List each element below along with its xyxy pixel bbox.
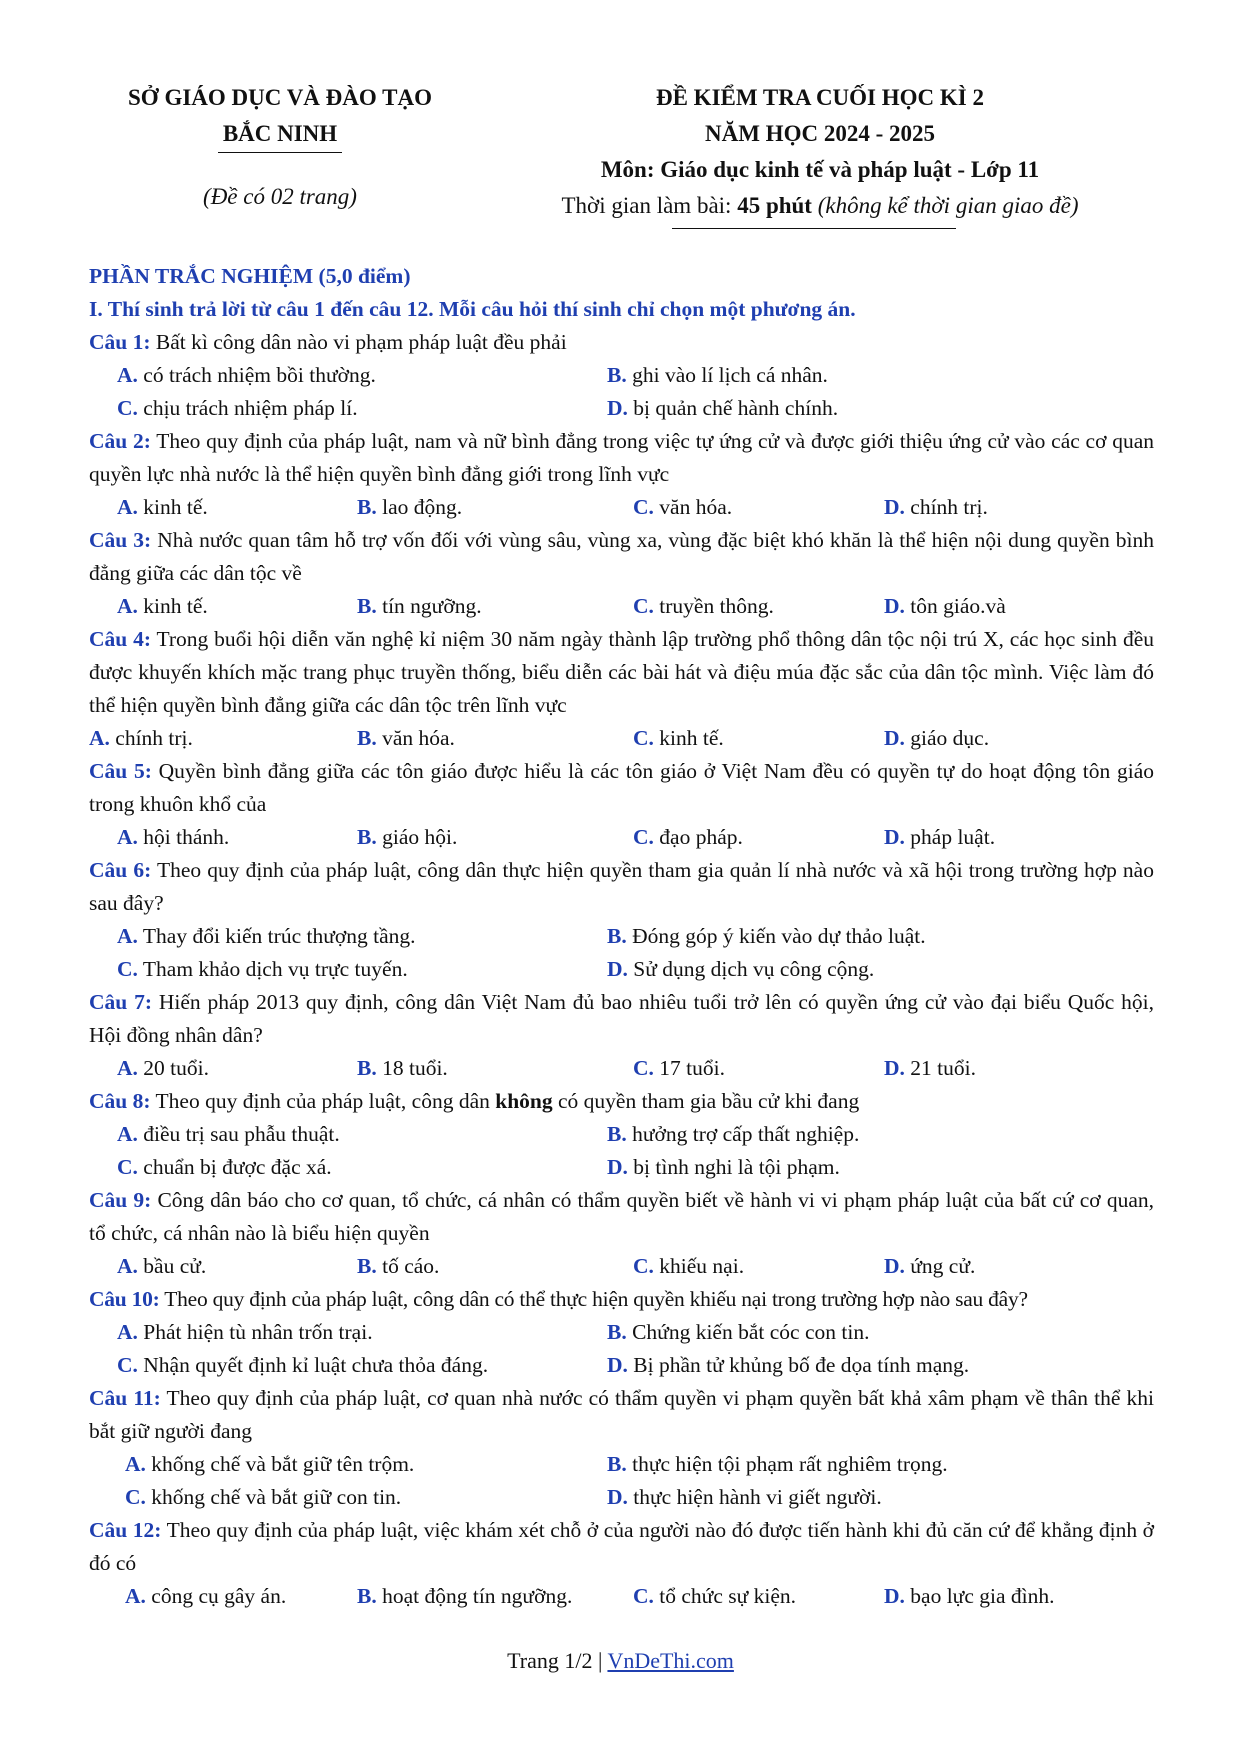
question-10 xyxy=(89,1283,1154,1316)
options-row xyxy=(89,359,1154,392)
options-row xyxy=(89,1349,1154,1382)
section-instruction: I. Thí sinh trả lời từ câu 1 đến câu 12. Mỗi câu hỏi thí sinh chỉ chọn một phương án. xyxy=(89,297,856,321)
question-text: Theo quy định của pháp luật, công dân không có quyền tham gia bầu cử khi đang xyxy=(150,1089,860,1113)
option-c[interactable]: C. 17 tuổi. xyxy=(633,1056,725,1080)
question-11 xyxy=(89,1382,1154,1448)
question-text: Hiến pháp 2013 quy định, công dân Việt Nam đủ bao nhiêu tuổi trở lên có quyền ứng cử vào đại biểu Quốc hội, Hội đồng nhân dân? xyxy=(89,990,1154,1047)
option-d[interactable]: D. bạo lực gia đình. xyxy=(884,1584,1055,1608)
option-b[interactable]: B. thực hiện tội phạm rất nghiêm trọng. xyxy=(607,1452,948,1476)
option-d[interactable]: D. ứng cử. xyxy=(884,1254,976,1278)
option-d[interactable]: D. chính trị. xyxy=(884,495,988,519)
question-text: Theo quy định của pháp luật, cơ quan nhà nước có thẩm quyền vi phạm quyền bất khả xâm phạm về thân thể khi bắt giữ người đang xyxy=(89,1386,1155,1443)
option-d[interactable]: D. pháp luật. xyxy=(884,825,996,849)
question-text: Quyền bình đẳng giữa các tôn giáo được hiểu là các tôn giáo ở Việt Nam đều có quyền tự do hoạt động tôn giáo trong khuôn khổ của xyxy=(89,759,1154,816)
question-text: Theo quy định của pháp luật, công dân thực hiện quyền tham gia quản lí nhà nước và xã hội trong trường hợp nào sau đây? xyxy=(89,858,1154,915)
option-c[interactable]: C. kinh tế. xyxy=(633,726,724,750)
question-label: Câu 2: xyxy=(89,429,151,453)
option-b[interactable]: B. hoạt động tín ngưỡng. xyxy=(357,1584,573,1608)
option-c[interactable]: C. Nhận quyết định kỉ luật chưa thỏa đáng. xyxy=(117,1353,489,1377)
option-b[interactable]: B. Chứng kiến bắt cóc con tin. xyxy=(607,1320,870,1344)
question-7 xyxy=(89,986,1154,1052)
question-9 xyxy=(89,1184,1154,1250)
option-a[interactable]: A. hội thánh. xyxy=(117,825,230,849)
options-row xyxy=(89,1448,1154,1481)
page-footer xyxy=(0,1648,1241,1674)
exam-title: ĐỀ KIỂM TRA CUỐI HỌC KÌ 2 xyxy=(655,85,984,110)
question-label: Câu 4: xyxy=(89,627,152,651)
question-label: Câu 1: xyxy=(89,330,151,354)
options-row xyxy=(89,1316,1154,1349)
question-text: Theo quy định của pháp luật, công dân có thể thực hiện quyền khiếu nại trong trường hợp nào sau đây? xyxy=(159,1287,1028,1311)
page-number: Trang 1/2 | xyxy=(507,1648,608,1673)
question-text: Bất kì công dân nào vi phạm pháp luật đều phải xyxy=(150,330,567,354)
question-label: Câu 12: xyxy=(89,1518,162,1542)
option-a[interactable]: A. có trách nhiệm bồi thường. xyxy=(117,363,376,387)
option-a[interactable]: A. Thay đổi kiến trúc thượng tầng. xyxy=(117,924,416,948)
options-row xyxy=(89,1052,1154,1085)
exam-duration xyxy=(480,188,1160,224)
option-d[interactable]: D. bị quản chế hành chính. xyxy=(607,396,839,420)
exam-subject: Môn: Giáo dục kinh tế và pháp luật - Lớp 11 xyxy=(600,157,1040,182)
question-text: Trong buổi hội diễn văn nghệ kỉ niệm 30 năm ngày thành lập trường phổ thông dân tộc nội trú X, các học sinh đều được khuyến khích mặc trang phục truyền thống, biểu diễn các bài hát và điệu múa đặc sắc của dân tộc mình. Việc làm đó thể hiện quyền bình đẳng giữa các dân tộc trên lĩnh vực xyxy=(89,627,1154,717)
option-c[interactable]: C. Tham khảo dịch vụ trực tuyến. xyxy=(117,957,408,981)
options-row xyxy=(89,821,1154,854)
header-underline xyxy=(672,228,956,229)
option-b[interactable]: B. ghi vào lí lịch cá nhân. xyxy=(607,363,828,387)
options-row xyxy=(89,1481,1154,1514)
question-12 xyxy=(89,1514,1154,1580)
question-label: Câu 7: xyxy=(89,990,152,1014)
option-b[interactable]: B. văn hóa. xyxy=(357,726,455,750)
option-a[interactable]: A. bầu cử. xyxy=(117,1254,207,1278)
option-b[interactable]: B. tín ngưỡng. xyxy=(357,594,482,618)
options-row xyxy=(89,392,1154,425)
question-label: Câu 6: xyxy=(89,858,152,882)
options-row xyxy=(89,722,1154,755)
option-d[interactable]: D. 21 tuổi. xyxy=(884,1056,976,1080)
option-c[interactable]: C. tổ chức sự kiện. xyxy=(633,1584,797,1608)
option-d[interactable]: D. Sử dụng dịch vụ công cộng. xyxy=(607,957,875,981)
question-3 xyxy=(89,524,1154,590)
options-row xyxy=(89,1250,1154,1283)
question-2 xyxy=(89,425,1154,491)
option-c[interactable]: C. khiếu nại. xyxy=(633,1254,745,1278)
question-1 xyxy=(89,326,1154,359)
school-year: NĂM HỌC 2024 - 2025 xyxy=(705,121,935,146)
exam-content xyxy=(89,260,1154,1613)
question-label: Câu 9: xyxy=(89,1188,152,1212)
option-b[interactable]: B. tố cáo. xyxy=(357,1254,440,1278)
question-label: Câu 11: xyxy=(89,1386,161,1410)
option-a[interactable]: A. công cụ gây án. xyxy=(125,1584,287,1608)
question-5 xyxy=(89,755,1154,821)
option-d[interactable]: D. giáo dục. xyxy=(884,726,990,750)
options-row xyxy=(89,920,1154,953)
duration-prefix: Thời gian làm bài: xyxy=(561,193,738,218)
option-a[interactable]: A. chính trị. xyxy=(89,726,193,750)
question-label: Câu 5: xyxy=(89,759,152,783)
option-b[interactable]: B. 18 tuổi. xyxy=(357,1056,448,1080)
question-text: Nhà nước quan tâm hỗ trợ vốn đối với vùng sâu, vùng xa, vùng đặc biệt khó khăn là thể hiện nội dung quyền bình đẳng giữa các dân tộc về xyxy=(89,528,1154,585)
options-row xyxy=(89,590,1154,623)
option-d[interactable]: D. thực hiện hành vi giết người. xyxy=(607,1485,882,1509)
question-text: Công dân báo cho cơ quan, tổ chức, cá nhân có thẩm quyền biết về hành vi vi phạm pháp luật của bất cứ cơ quan, tổ chức, cá nhân nào là biểu hiện quyền xyxy=(89,1188,1154,1245)
option-d[interactable]: D. tôn giáo.và xyxy=(884,594,1006,618)
option-c[interactable]: C. khống chế và bắt giữ con tin. xyxy=(125,1485,402,1509)
options-row xyxy=(89,953,1154,986)
question-label: Câu 10: xyxy=(89,1287,160,1311)
question-6 xyxy=(89,854,1154,920)
header-exam-info xyxy=(480,80,1160,224)
option-b[interactable]: B. lao động. xyxy=(357,495,463,519)
options-row xyxy=(89,1118,1154,1151)
option-a[interactable]: A. 20 tuổi. xyxy=(117,1056,209,1080)
question-text: Theo quy định của pháp luật, nam và nữ bình đẳng trong việc tự ứng cử và được giới thiệu ứng cử vào các cơ quan quyền lực nhà nước là thể hiện quyền bình đẳng giới trong lĩnh vực xyxy=(89,429,1154,486)
option-b[interactable]: B. giáo hội. xyxy=(357,825,458,849)
pages-note: (Đề có 02 trang) xyxy=(203,184,357,209)
question-8 xyxy=(89,1085,1154,1118)
option-a[interactable]: A. khống chế và bắt giữ tên trộm. xyxy=(125,1452,415,1476)
option-c[interactable]: C. đạo pháp. xyxy=(633,825,743,849)
question-label: Câu 3: xyxy=(89,528,152,552)
question-4 xyxy=(89,623,1154,722)
department-name: SỞ GIÁO DỤC VÀ ĐÀO TẠO xyxy=(128,85,432,110)
header-divider xyxy=(218,152,342,153)
duration-suffix: (không kể thời gian giao đề) xyxy=(811,193,1079,218)
question-label: Câu 8: xyxy=(89,1089,151,1113)
option-b[interactable]: B. hưởng trợ cấp thất nghiệp. xyxy=(607,1122,860,1146)
emphasis-word: không xyxy=(495,1089,553,1113)
question-text: Theo quy định của pháp luật, việc khám xét chỗ ở của người nào đó được tiến hành khi đủ căn cứ để khẳng định ở đó có xyxy=(89,1518,1154,1575)
option-a[interactable]: A. kinh tế. xyxy=(117,594,208,618)
options-row xyxy=(89,1151,1154,1184)
header-department xyxy=(80,80,480,215)
options-row xyxy=(89,1580,1154,1613)
option-c[interactable]: C. truyền thông. xyxy=(633,594,774,618)
site-link[interactable]: VnDeThi.com xyxy=(607,1648,734,1673)
option-a[interactable]: A. điều trị sau phẫu thuật. xyxy=(117,1122,340,1146)
option-c[interactable]: C. văn hóa. xyxy=(633,495,733,519)
option-d[interactable]: D. Bị phần tử khủng bố đe dọa tính mạng. xyxy=(607,1353,970,1377)
option-d[interactable]: D. bị tình nghi là tội phạm. xyxy=(607,1155,840,1179)
duration-value: 45 phút xyxy=(737,193,812,218)
option-c[interactable]: C. chuẩn bị được đặc xá. xyxy=(117,1155,332,1179)
section-title: PHẦN TRẮC NGHIỆM (5,0 điểm) xyxy=(89,264,411,288)
option-a[interactable]: A. kinh tế. xyxy=(117,495,208,519)
option-b[interactable]: B. Đóng góp ý kiến vào dự thảo luật. xyxy=(607,924,926,948)
option-a[interactable]: A. Phát hiện tù nhân trốn trại. xyxy=(117,1320,373,1344)
option-c[interactable]: C. chịu trách nhiệm pháp lí. xyxy=(117,396,358,420)
options-row xyxy=(89,491,1154,524)
department-province: BẮC NINH xyxy=(222,121,338,146)
